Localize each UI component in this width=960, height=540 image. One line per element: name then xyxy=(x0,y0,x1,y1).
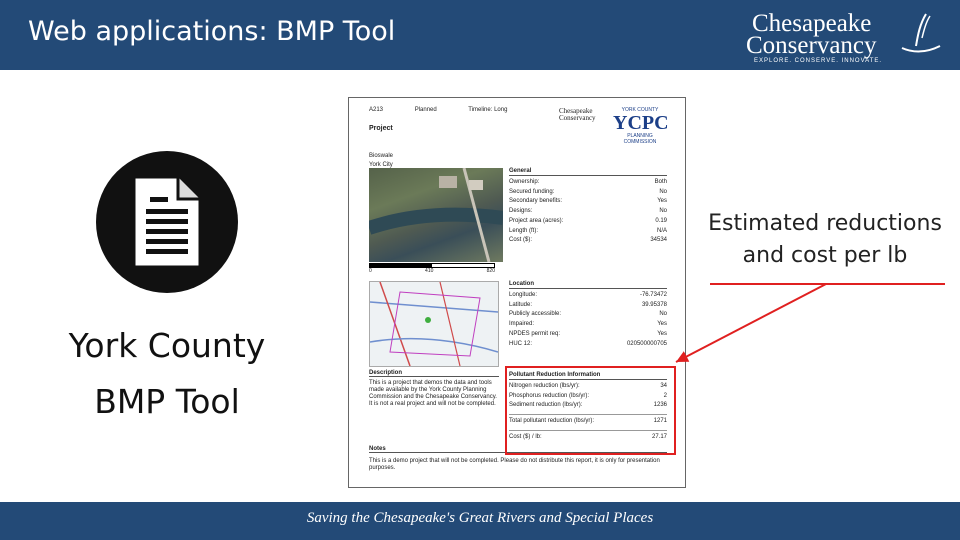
ycpc-logo xyxy=(613,107,667,145)
app-name-line2: BMP Tool xyxy=(94,382,240,421)
project-line-2: York City xyxy=(369,162,393,168)
satellite-image xyxy=(369,168,503,262)
scale-label-1: 410 xyxy=(425,268,434,274)
ycpc-top: YORK COUNTY xyxy=(621,107,659,113)
ycpc-sub1: PLANNING xyxy=(627,133,653,139)
location-row: Latitude: 39.95378 xyxy=(509,301,667,308)
satellite-roads xyxy=(369,168,503,262)
project-label: Project xyxy=(369,125,393,132)
report-cc-logo xyxy=(559,108,596,122)
pollutant-cost-row: Cost ($) / lb: 27.17 xyxy=(509,430,667,443)
logo-line2: Conservancy xyxy=(746,32,877,59)
report-header xyxy=(369,107,537,113)
location-section xyxy=(509,281,667,349)
document-icon-glyph xyxy=(96,151,238,293)
notes-title: Notes xyxy=(369,446,667,453)
callout-line1: Estimated reductions xyxy=(708,211,942,236)
quill-boat-icon xyxy=(896,10,944,58)
slide-title: Web applications: BMP Tool xyxy=(28,16,396,47)
report-cc-line1: Chesapeake xyxy=(559,107,593,115)
project-line-1: Bioswale xyxy=(369,153,394,159)
ycpc-abbr: YCPC xyxy=(613,112,669,134)
header-bar xyxy=(0,0,960,70)
document-icon xyxy=(96,151,238,293)
notes-text: This is a demo project that will not be completed. Please do not distribute this report, it is only for presentation purposes. xyxy=(369,458,660,471)
description-text: This is a project that demos the data and tools made available by the York County Planning Commission and the Chesapeake Conservancy. It is not a real project and will not be completed. xyxy=(369,380,497,407)
location-row: Publicly accessible: No xyxy=(509,311,667,318)
general-row: Length (ft): N/A xyxy=(509,227,667,234)
location-title: Location xyxy=(509,281,667,289)
pollutant-total-row: Total pollutant reduction (lbs/yr): 1271 xyxy=(509,414,667,427)
logo-tagline: EXPLORE. CONSERVE. INNOVATE. xyxy=(754,58,883,64)
general-title: General xyxy=(509,168,667,176)
pollutant-row: Nitrogen reduction (lbs/yr): 34 xyxy=(509,383,667,389)
general-section xyxy=(509,168,667,246)
pollutant-row: Sediment reduction (lbs/yr): 1236 xyxy=(509,402,667,409)
location-map-roads xyxy=(370,282,498,366)
report-cc-line2: Conservancy xyxy=(559,114,596,122)
general-row: Secondary benefits: Yes xyxy=(509,198,667,205)
general-row: Designs: No xyxy=(509,208,667,215)
description-section xyxy=(369,370,499,408)
general-row: Secured funding: No xyxy=(509,188,667,195)
scale-label-2: 820 xyxy=(486,268,495,274)
location-map xyxy=(369,281,499,367)
footer-bar xyxy=(0,502,960,540)
ycpc-sub2: COMMISSION xyxy=(623,139,657,145)
app-name xyxy=(40,318,294,430)
map-scale xyxy=(369,263,495,274)
app-name-line1: York County xyxy=(68,326,266,365)
pollutant-highlight-box xyxy=(505,366,676,455)
logo-line1: Chesapeake xyxy=(752,10,872,37)
location-row: Impaired: Yes xyxy=(509,321,667,328)
report-timeline: Timeline: Long xyxy=(468,107,508,113)
report-status: Planned xyxy=(414,107,437,113)
location-row: Longitude: -76.73472 xyxy=(509,292,667,298)
pollutant-row: Phosphorus reduction (lbs/yr): 2 xyxy=(509,392,667,399)
pollutant-title: Pollutant Reduction Information xyxy=(509,372,667,380)
callout-text xyxy=(700,208,950,272)
callout-line2: and cost per lb xyxy=(742,243,908,268)
footer-tagline: Saving the Chesapeake's Great Rivers and Special Places xyxy=(306,510,654,526)
callout-underline xyxy=(710,283,945,285)
report-id: A213 xyxy=(369,107,384,113)
general-row: Ownership: Both xyxy=(509,179,667,185)
general-row: Cost ($): 34534 xyxy=(509,237,667,244)
description-title: Description xyxy=(369,370,499,377)
general-row: Project area (acres): 0.19 xyxy=(509,217,667,224)
scale-label-0: 0 xyxy=(369,268,372,274)
location-row: HUC 12: 020500000705 xyxy=(509,340,667,347)
chesapeake-conservancy-logo xyxy=(746,10,946,64)
location-row: NPDES permit req: Yes xyxy=(509,330,667,337)
